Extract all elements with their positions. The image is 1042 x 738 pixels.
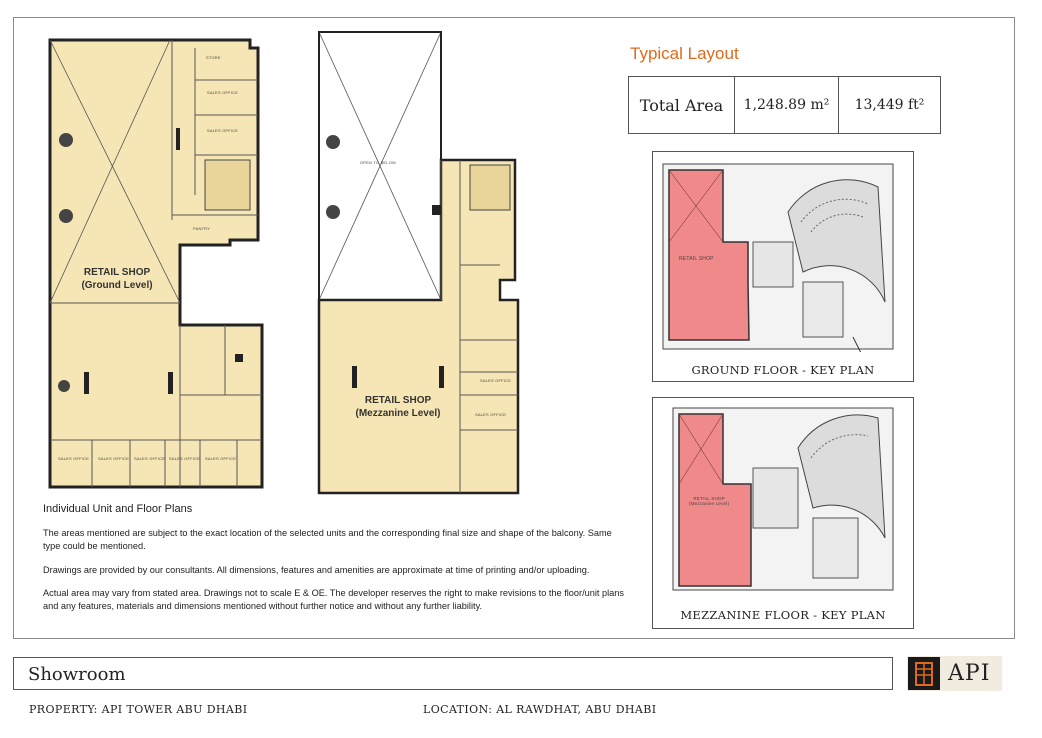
- property-label: PROPERTY: API TOWER ABU DHABI: [29, 703, 248, 716]
- ground-label-line2: (Ground Level): [81, 280, 153, 291]
- mezz-key-plan-tag: [689, 496, 729, 506]
- ground-key-plan-drawing: [653, 152, 913, 352]
- sales-office-room-label: SALES OFFICE: [205, 456, 237, 461]
- unit-type-label: Showroom: [28, 664, 126, 685]
- mezzanine-level-label: [343, 394, 453, 420]
- ground-key-plan-caption: GROUND FLOOR - KEY PLAN: [691, 363, 875, 377]
- total-area-m2: 1,248.89 m²: [735, 77, 839, 133]
- total-area-ft2: 13,449 ft²: [854, 97, 925, 113]
- notes-paragraph-3: Actual area may vary from stated area. Drawings not to scale E & OE. The developer reserves the right to make revisions to the floor/unit plans and any features, materials and dimensions mentioned without further notice and without any further liability.: [43, 587, 624, 612]
- typical-layout-title: Typical Layout: [630, 44, 739, 63]
- sales-office-room-label: SALES OFFICE: [207, 128, 239, 133]
- sales-office-room-label: SALES OFFICE: [207, 90, 239, 95]
- api-logo-mark-icon: [908, 657, 940, 690]
- store-room-label: STORE: [206, 55, 221, 60]
- mezz-tag-line2: (Mezzanine Level): [689, 501, 730, 506]
- ground-level-plan: [50, 40, 262, 487]
- notes-paragraph-1: The areas mentioned are subject to the exact location of the selected units and the corresponding final size and shape of the balcony. Same type could be mentioned.: [43, 528, 612, 552]
- ground-level-label: [72, 266, 162, 292]
- mezz-tag-line1: RETAIL SHOP: [693, 496, 725, 501]
- open-to-below-label: OPEN TO BELOW: [360, 160, 397, 165]
- ground-key-plan-tag: RETAIL SHOP: [679, 256, 714, 262]
- area-table: [628, 76, 941, 134]
- mezzanine-level-plan: [319, 32, 518, 493]
- sales-office-room-label: SALES OFFICE: [475, 412, 507, 417]
- mezzanine-floor-key-plan: [652, 397, 914, 629]
- pantry-room-label: PANTRY: [193, 226, 211, 231]
- ground-label-line1: RETAIL SHOP: [83, 267, 151, 278]
- unit-type-box: [13, 657, 893, 690]
- ground-floor-key-plan: [652, 151, 914, 382]
- api-logo: [907, 656, 1002, 691]
- mezz-label-line2: (Mezzanine Level): [355, 408, 441, 419]
- notes-paragraph-2: Drawings are provided by our consultants. All dimensions, features and amenities are approximate at time of printing and/or uploading.: [43, 564, 590, 575]
- sales-office-room-label: SALES OFFICE: [480, 378, 512, 383]
- notes-section: [43, 503, 628, 623]
- sales-office-room-label: SALES OFFICE: [169, 456, 201, 461]
- sales-office-room-label: SALES OFFICE: [98, 456, 130, 461]
- total-area-label: Total Area: [629, 77, 735, 133]
- api-logo-text: API: [948, 661, 991, 686]
- mezz-key-plan-caption: MEZZANINE FLOOR - KEY PLAN: [680, 608, 886, 622]
- sales-office-room-label: SALES OFFICE: [134, 456, 166, 461]
- mezz-label-line1: RETAIL SHOP: [364, 395, 432, 406]
- notes-heading: Individual Unit and Floor Plans: [43, 503, 193, 515]
- sales-office-room-label: SALES OFFICE: [58, 456, 90, 461]
- location-label: LOCATION: AL RAWDHAT, ABU DHABI: [423, 703, 657, 716]
